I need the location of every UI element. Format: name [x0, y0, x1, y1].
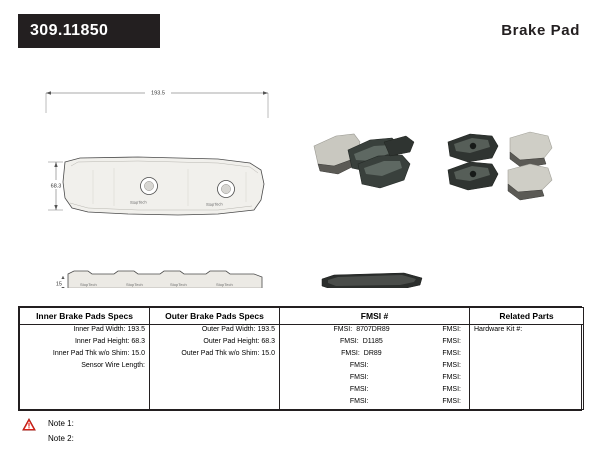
pad-photo-group	[314, 132, 552, 288]
fmsi-label: FMSI:	[349, 374, 369, 381]
note-row-1	[18, 416, 318, 431]
outer-spec-label: Outer Pad Width:	[201, 326, 256, 333]
fmsi-value-2	[461, 350, 465, 357]
drawing-area	[18, 58, 582, 288]
page-title: Brake Pad	[501, 22, 580, 39]
fmsi-label-2: FMSI:	[442, 386, 461, 393]
fmsi-label: FMSI:	[349, 362, 369, 369]
pad-photo-4	[448, 134, 498, 162]
shim-photo	[322, 273, 422, 288]
table-row	[20, 397, 584, 410]
svg-text:StopTech: StopTech	[205, 201, 223, 207]
part-number-badge	[18, 14, 160, 48]
fmsi-label-2: FMSI:	[442, 338, 461, 345]
pad-photo-5	[510, 132, 552, 168]
fmsi-value-2	[461, 398, 465, 405]
fmsi-value: D1185	[362, 338, 383, 345]
pad-photo-7	[508, 164, 552, 200]
fmsi-value-2	[461, 374, 465, 381]
fmsi-row	[280, 361, 470, 373]
fmsi-label: FMSI:	[341, 350, 360, 357]
svg-text:68.3: 68.3	[50, 183, 62, 190]
outer-spec-value: 68.3	[261, 338, 275, 345]
header	[18, 14, 582, 48]
fmsi-label-2: FMSI:	[442, 374, 461, 381]
inner-spec-value: 15.0	[131, 350, 145, 357]
outer-spec-label: Outer Pad Thk w/o Shim:	[181, 350, 260, 357]
fmsi-value-2	[461, 362, 465, 369]
table-row	[20, 373, 584, 385]
fmsi-value-2	[461, 386, 465, 393]
related-part-label: Hardware Kit #:	[474, 326, 523, 333]
note-1-label: Note 1:	[48, 419, 74, 428]
fmsi-label: FMSI:	[340, 338, 359, 345]
fmsi-row	[280, 325, 470, 338]
outer-spec-row	[150, 373, 280, 385]
column-header-outer: Outer Brake Pads Specs	[150, 308, 280, 325]
fmsi-row	[280, 337, 470, 349]
fmsi-row	[280, 397, 470, 410]
svg-text:StopTech: StopTech	[129, 199, 147, 205]
inner-spec-row	[20, 325, 150, 338]
inner-spec-row	[20, 349, 150, 361]
fmsi-label-2: FMSI:	[442, 326, 461, 333]
fmsi-label-2: FMSI:	[442, 398, 461, 405]
fmsi-row	[280, 349, 470, 361]
related-part-row	[470, 349, 584, 361]
technical-drawing	[18, 58, 582, 288]
note-row-2	[18, 431, 318, 446]
inner-spec-row	[20, 361, 150, 373]
fmsi-row	[280, 385, 470, 397]
related-part-row	[470, 325, 584, 338]
part-number: 309.11850	[30, 22, 109, 39]
column-header-related: Related Parts	[470, 308, 584, 325]
svg-text:StopTech: StopTech	[170, 282, 187, 287]
inner-spec-label: Inner Pad Height:	[74, 338, 130, 345]
inner-spec-row	[20, 373, 150, 385]
inner-spec-value: 193.5	[127, 326, 145, 333]
table-row	[20, 337, 584, 349]
related-part-row	[470, 373, 584, 385]
fmsi-row	[280, 373, 470, 385]
svg-text:StopTech: StopTech	[126, 282, 143, 287]
specs-header-row	[20, 308, 584, 325]
outer-spec-row	[150, 397, 280, 410]
svg-text:15: 15	[55, 281, 62, 288]
table-row	[20, 361, 584, 373]
notes-section	[18, 416, 318, 446]
outer-spec-value: 15.0	[261, 350, 275, 357]
fmsi-label-2: FMSI:	[442, 362, 461, 369]
table-row	[20, 325, 584, 338]
table-row	[20, 385, 584, 397]
svg-text:StopTech: StopTech	[80, 282, 97, 287]
inner-spec-row	[20, 337, 150, 349]
inner-spec-label: Inner Pad Thk w/o Shim:	[52, 350, 130, 357]
fmsi-value-2	[461, 338, 465, 345]
fmsi-value: DR89	[363, 350, 382, 357]
outer-spec-label: Outer Pad Height:	[203, 338, 260, 345]
outer-spec-value: 193.5	[257, 326, 275, 333]
specs-table	[19, 307, 584, 410]
fmsi-label: FMSI:	[333, 326, 353, 333]
specs-table-wrapper	[18, 306, 582, 411]
inner-spec-value: 68.3	[131, 338, 145, 345]
fmsi-value: 8707DR89	[356, 326, 390, 333]
column-header-fmsi: FMSI #	[280, 308, 470, 325]
fmsi-label-2: FMSI:	[442, 350, 461, 357]
related-part-row	[470, 397, 584, 410]
related-part-row	[470, 361, 584, 373]
svg-text:StopTech: StopTech	[216, 282, 233, 287]
note-2-label: Note 2:	[48, 434, 74, 443]
inner-spec-row	[20, 397, 150, 410]
outer-spec-row	[150, 349, 280, 361]
outer-spec-row	[150, 325, 280, 338]
outer-spec-row	[150, 385, 280, 397]
svg-text:193.5: 193.5	[151, 90, 165, 97]
table-row	[20, 349, 584, 361]
inner-spec-label: Inner Pad Width:	[73, 326, 126, 333]
pad-photo-6	[448, 162, 498, 190]
related-part-row	[470, 337, 584, 349]
fmsi-value-2	[461, 326, 465, 333]
inner-spec-label: Sensor Wire Length:	[81, 362, 145, 369]
fmsi-label: FMSI:	[349, 398, 369, 405]
column-header-inner: Inner Brake Pads Specs	[20, 308, 150, 325]
outer-spec-row	[150, 337, 280, 349]
fmsi-label: FMSI:	[349, 386, 369, 393]
inner-spec-row	[20, 385, 150, 397]
front-view-drawing	[43, 87, 268, 288]
related-part-row	[470, 385, 584, 397]
outer-spec-row	[150, 361, 280, 373]
